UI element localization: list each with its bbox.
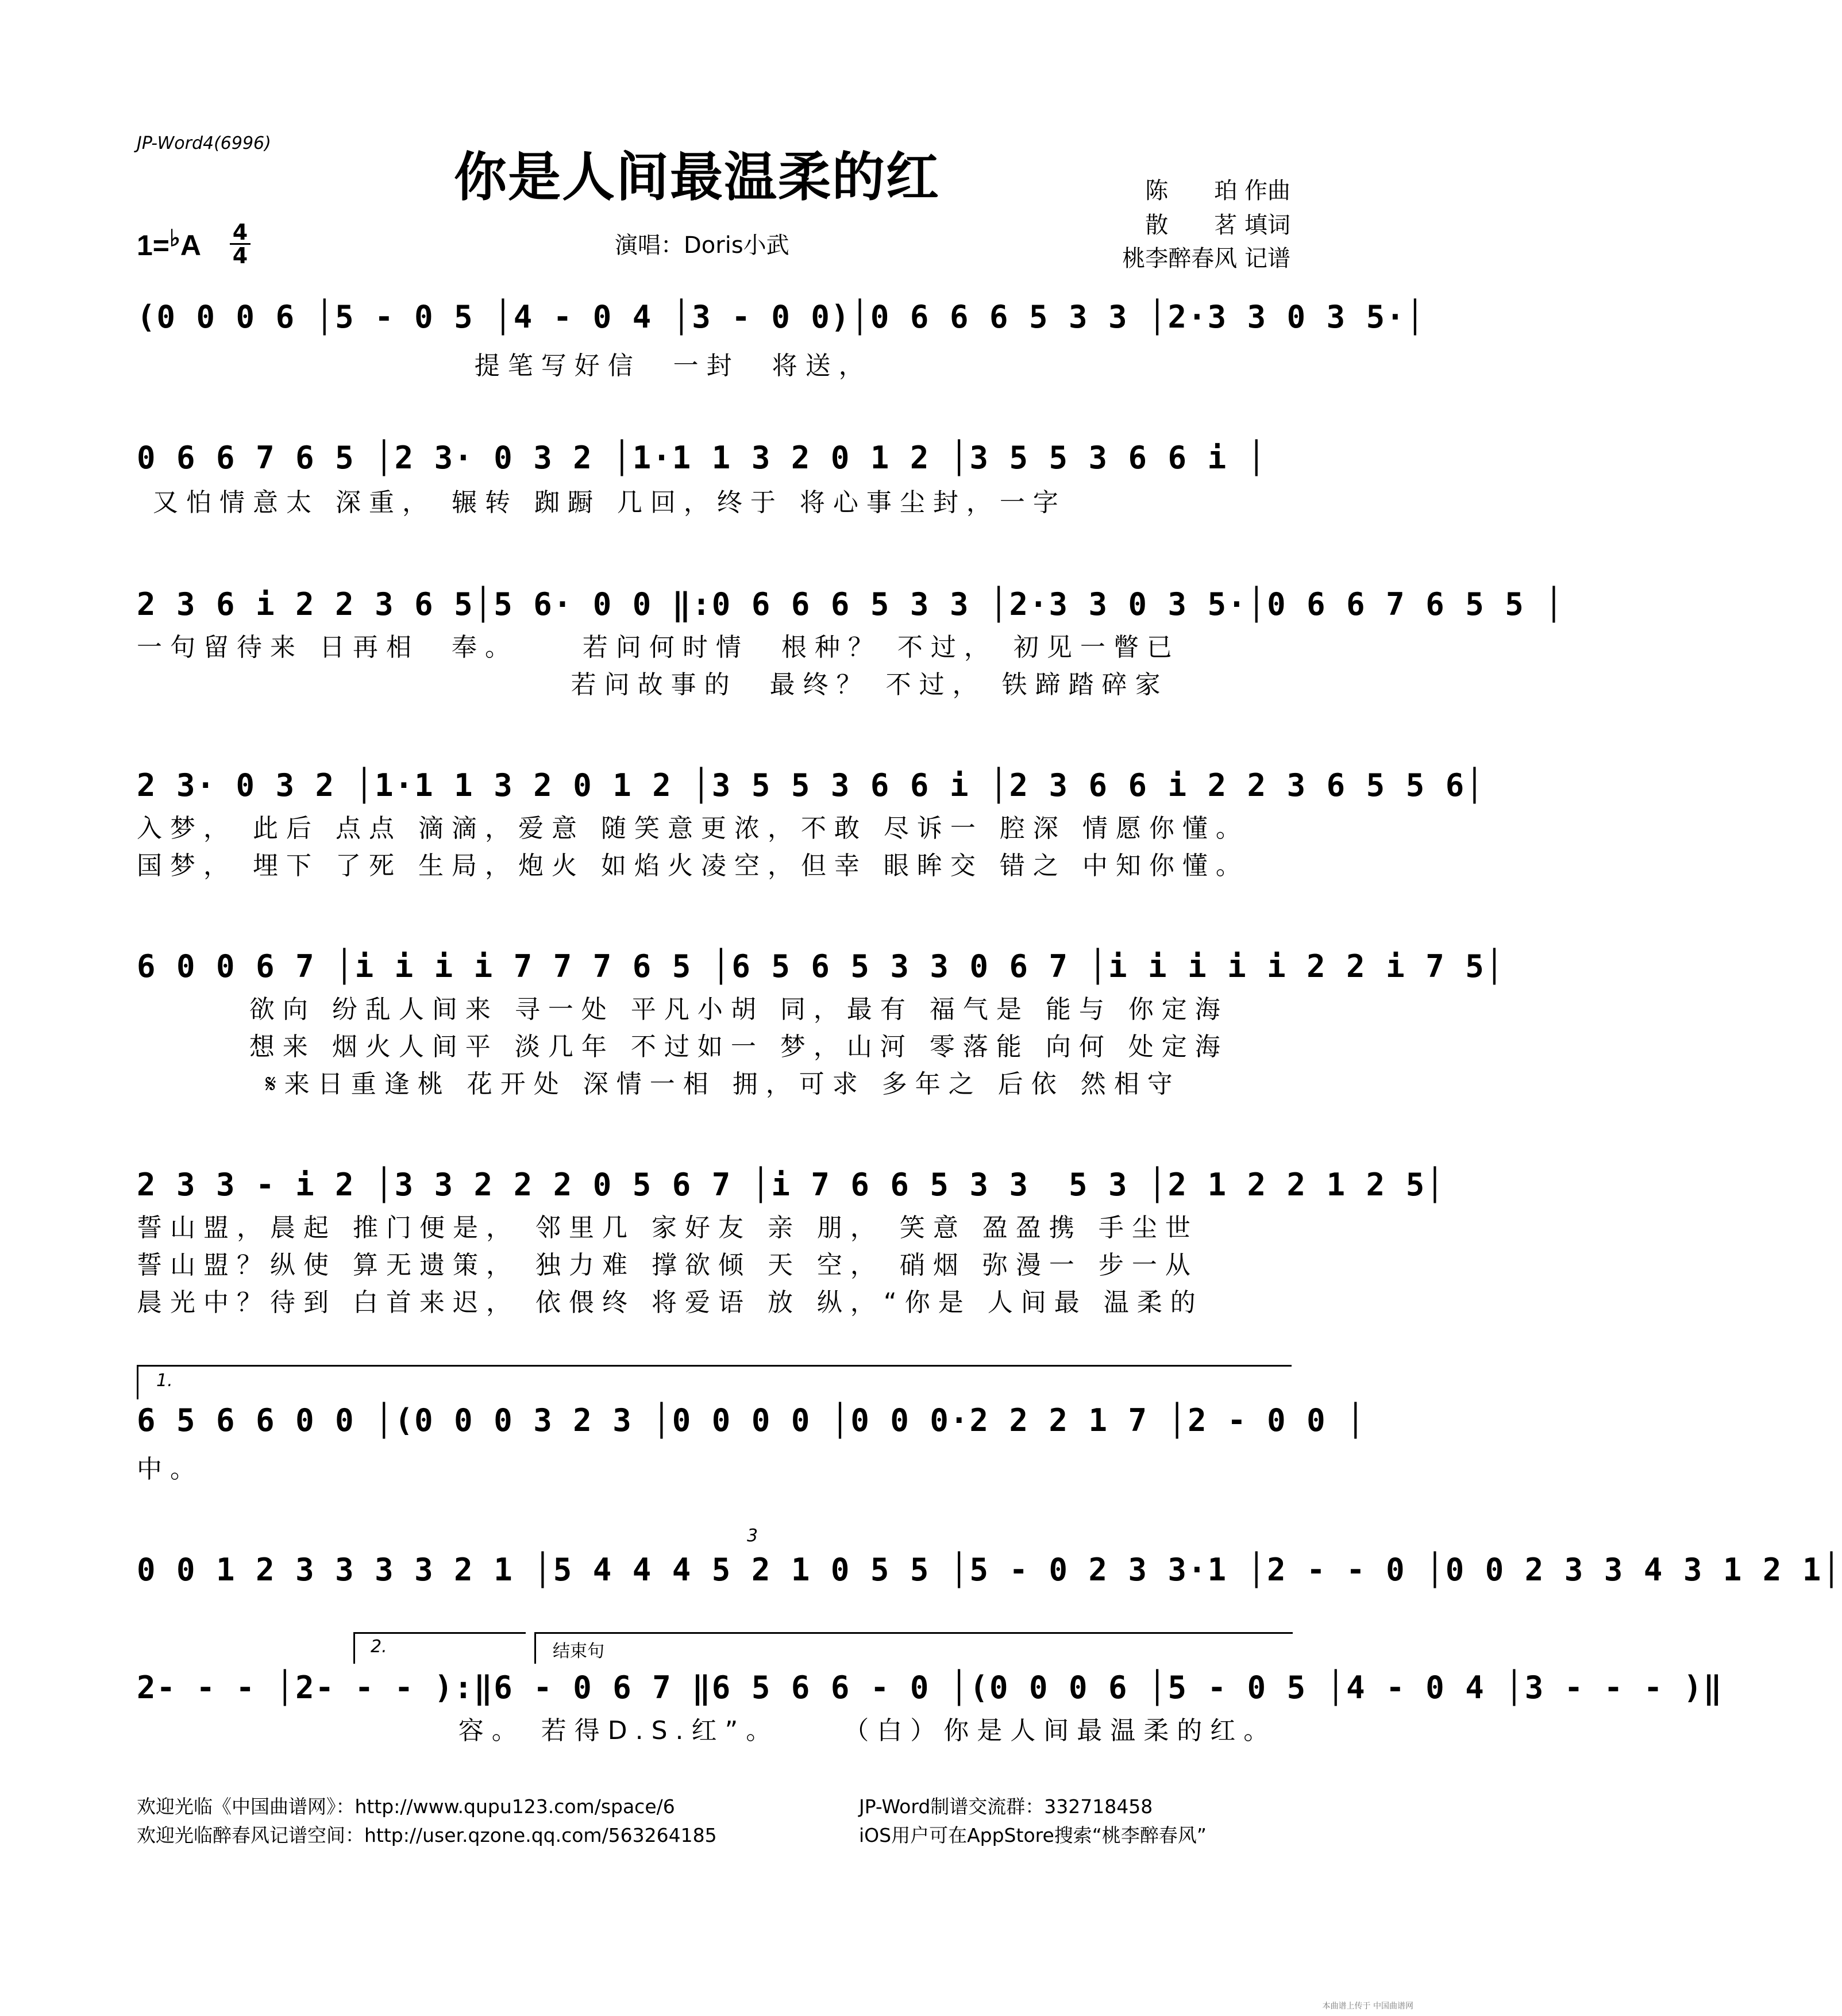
lyric-line-5b: 想来 烟火人间平 淡几年 不过如一 梦，山河 零落能 向何 处定海 bbox=[137, 1032, 1228, 1061]
lyric-line-6a: 誓山盟，晨起 推门便是， 邻里几 家好友 亲 朋， 笑意 盈盈携 手尘世 bbox=[137, 1213, 1199, 1242]
key-signature bbox=[137, 225, 201, 262]
footer-right-1: JP-Word制谱交流群：332718458 bbox=[859, 1795, 1153, 1818]
lyric-line-3b: 若问故事的 最终？ 不过， 铁蹄踏碎家 bbox=[137, 670, 1169, 699]
coda-bracket-edge bbox=[534, 1632, 536, 1664]
flat-symbol: ♭ bbox=[169, 226, 180, 251]
first-ending-bracket bbox=[137, 1365, 1292, 1367]
notation-line-6: 2 3 3 - i 2 │3 3 2 2 2 0 5 6 7 │i 7 6 6 5 3 3 5 3 │2 1 2 2 1 2 5│ bbox=[137, 1167, 1446, 1203]
key-note: A bbox=[180, 229, 201, 261]
footer-right-2: iOS用户可在AppStore搜索“桃李醉春风” bbox=[859, 1824, 1207, 1846]
notation-line-5: 6 0 0 6 7 │i i i i 7 7 7 6 5 │6 5 6 5 3 3 0 6 7 │i i i i i 2 2 i 7 5│ bbox=[137, 948, 1505, 984]
lyric-line-7: 中。 bbox=[137, 1455, 203, 1484]
time-sig-bottom: 4 bbox=[232, 243, 248, 268]
site-stamp: 本曲谱上传于 中国曲谱网 bbox=[1322, 2002, 1413, 2011]
notation-line-7: 6 5 6 6 0 0 │(0 0 0 3 2 3 │0 0 0 0 │0 0 0·2 2 2 1 7 │2 - 0 0 │ bbox=[137, 1402, 1366, 1438]
notation-line-4: 2 3· 0 3 2 │1·1 1 3 2 0 1 2 │3 5 5 3 6 6 i │2 3 6 6 i 2 2 3 6 5 5 6│ bbox=[137, 767, 1485, 803]
lyric-line-5c: 𝄋来日重逢桃 花开处 深情一相 拥，可求 多年之 后依 然相守 bbox=[137, 1069, 1181, 1099]
lyric-line-6c: 晨光中？待到 白首来迟， 依偎终 将爱语 放 纵，“你是 人间最 温柔的 bbox=[137, 1288, 1204, 1317]
time-signature bbox=[229, 221, 252, 267]
notation-line-3: 2 3 6 i 2 2 3 6 5│5 6· 0 0 ‖:0 6 6 6 5 3 3 │2·3 3 0 3 5·│0 6 6 7 6 5 5 │ bbox=[137, 586, 1564, 622]
second-ending-label: 2. bbox=[371, 1637, 387, 1657]
singer-credit: 演唱：Doris小武 bbox=[615, 232, 789, 259]
key-prefix: 1= bbox=[137, 229, 170, 261]
composer-credit: 陈 珀 作曲 bbox=[1145, 178, 1290, 204]
second-ending-bracket-edge bbox=[353, 1632, 355, 1664]
time-sig-top: 4 bbox=[232, 220, 248, 245]
first-ending-label: 1. bbox=[156, 1371, 173, 1391]
transcriber-credit: 桃李醉春风 记谱 bbox=[1122, 245, 1290, 272]
first-ending-bracket-edge bbox=[137, 1365, 138, 1399]
footer-left-1: 欢迎光临《中国曲谱网》：http://www.qupu123.com/space/6 bbox=[137, 1795, 675, 1818]
lyric-line-3a: 一句留待来 日再相 奉。 若问何时情 根种？ 不过， 初见一瞥已 bbox=[137, 633, 1180, 662]
lyric-line-6b: 誓山盟？纵使 算无遗策， 独力难 撑欲倾 天 空， 硝烟 弥漫一 步一从 bbox=[137, 1251, 1199, 1280]
version-label: JP-Word4(6996) bbox=[137, 133, 271, 153]
lyricist-credit: 散 茗 填词 bbox=[1145, 212, 1290, 238]
triplet-mark: 3 bbox=[747, 1526, 758, 1546]
page-title: 你是人间最温柔的红 bbox=[454, 146, 941, 208]
lyric-line-2: 又怕情意太 深重， 辗转 踟蹰 几回，终于 将心事尘封，一字 bbox=[137, 488, 1066, 517]
lyric-line-9: 容。 若得D.S.红”。 （白）你是人间最温柔的红。 bbox=[137, 1716, 1277, 1745]
lyric-line-4a: 入梦， 此后 点点 滴滴，爱意 随笑意更浓，不敢 尽诉一 腔深 情愿你懂。 bbox=[137, 814, 1249, 843]
notation-line-8: 0 0 1 2 3 3 3 3 2 1 │5 4 4 4 5 2 1 0 5 5 │5 - 0 2 3 3·1 │2 - - 0 │0 0 2 3 3 4 3 1 2 1│ bbox=[137, 1552, 1842, 1588]
notation-line-9: 2- - - │2- - - ):‖6 - 0 6 7 ‖6 5 6 6 - 0 │(0 0 0 6 │5 - 0 5 │4 - 0 4 │3 - - - )‖ bbox=[137, 1669, 1723, 1706]
second-ending-bracket bbox=[353, 1632, 526, 1634]
notation-line-1: (0 0 0 6 │5 - 0 5 │4 - 0 4 │3 - 0 0)│0 6 6 6 5 3 3 │2·3 3 0 3 5·│ bbox=[137, 299, 1426, 335]
coda-bracket bbox=[534, 1632, 1293, 1634]
coda-label: 结束句 bbox=[553, 1641, 604, 1661]
lyric-line-1: 提笔写好信 一封 将送， bbox=[137, 351, 872, 380]
notation-line-2: 0 6 6 7 6 5 │2 3· 0 3 2 │1·1 1 3 2 0 1 2 │3 5 5 3 6 6 i │ bbox=[137, 440, 1267, 476]
lyric-line-5a: 欲向 纷乱人间来 寻一处 平凡小胡 同，最有 福气是 能与 你定海 bbox=[137, 995, 1228, 1024]
lyric-line-4b: 国梦， 埋下 了死 生局，炮火 如焰火凌空，但幸 眼眸交 错之 中知你懂。 bbox=[137, 851, 1249, 880]
footer-left-2: 欢迎光临醉春风记谱空间：http://user.qzone.qq.com/563264185 bbox=[137, 1824, 717, 1846]
